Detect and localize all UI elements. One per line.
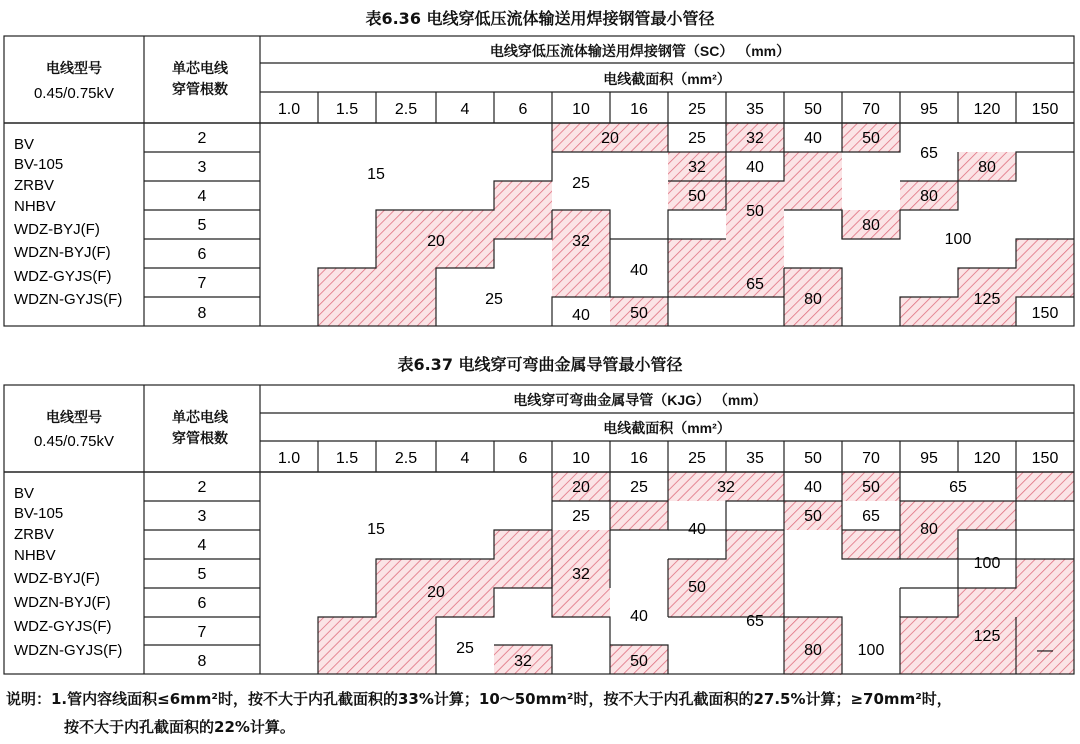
- svg-text:125: 125: [973, 291, 1001, 308]
- svg-text:95: 95: [920, 450, 938, 467]
- svg-text:25: 25: [688, 101, 706, 118]
- wire-type-header: 电线型号: [46, 60, 102, 76]
- svg-text:80: 80: [920, 188, 938, 205]
- wire-type-header: 电线型号: [46, 409, 102, 425]
- svg-text:50: 50: [688, 188, 706, 205]
- svg-text:50: 50: [862, 479, 880, 496]
- svg-text:WDZ-GYJS(F): WDZ-GYJS(F): [14, 618, 112, 635]
- svg-text:BV-105: BV-105: [14, 505, 64, 522]
- svg-text:16: 16: [630, 101, 648, 118]
- voltage-header: 0.45/0.75kV: [33, 85, 115, 102]
- svg-text:WDZN-BYJ(F): WDZN-BYJ(F): [14, 594, 111, 611]
- svg-text:8: 8: [197, 653, 207, 670]
- svg-text:5: 5: [197, 217, 207, 234]
- svg-text:WDZ-GYJS(F): WDZ-GYJS(F): [14, 268, 112, 285]
- svg-text:5: 5: [197, 566, 207, 583]
- svg-text:35: 35: [746, 450, 764, 467]
- pipe-header: 电线穿可弯曲金属导管（KJG） （mm）: [513, 392, 767, 408]
- svg-text:NHBV: NHBV: [14, 198, 56, 215]
- svg-text:80: 80: [804, 291, 822, 308]
- voltage-header: 0.45/0.75kV: [33, 433, 115, 450]
- svg-text:ZRBV: ZRBV: [14, 177, 55, 194]
- count-header: 单芯电线: [172, 60, 228, 76]
- svg-text:80: 80: [920, 521, 938, 538]
- svg-text:1.0: 1.0: [277, 101, 301, 118]
- table-6-37-caption: 表6.37 电线穿可弯曲金属导管最小管径: [397, 355, 683, 374]
- svg-text:ZRBV: ZRBV: [14, 526, 55, 543]
- svg-text:40: 40: [804, 130, 822, 147]
- svg-text:20: 20: [601, 130, 619, 147]
- svg-text:WDZ-BYJ(F): WDZ-BYJ(F): [14, 221, 100, 238]
- svg-text:150: 150: [1031, 450, 1059, 467]
- svg-text:20: 20: [427, 233, 445, 250]
- section-header: 电线截面积（mm²）: [603, 71, 731, 87]
- svg-text:70: 70: [862, 450, 880, 467]
- svg-text:65: 65: [746, 276, 764, 293]
- svg-text:125: 125: [973, 628, 1001, 645]
- svg-text:6: 6: [197, 246, 207, 263]
- svg-text:WDZN-GYJS(F): WDZN-GYJS(F): [14, 642, 123, 659]
- svg-text:50: 50: [630, 305, 648, 322]
- svg-text:50: 50: [630, 653, 648, 670]
- svg-text:70: 70: [862, 101, 880, 118]
- svg-text:32: 32: [572, 233, 590, 250]
- svg-text:50: 50: [804, 101, 822, 118]
- svg-text:32: 32: [514, 653, 532, 670]
- svg-text:40: 40: [688, 521, 706, 538]
- svg-text:2: 2: [197, 479, 207, 496]
- svg-text:15: 15: [367, 521, 385, 538]
- svg-text:40: 40: [630, 608, 648, 625]
- svg-text:65: 65: [949, 479, 967, 496]
- count-header: 单芯电线: [172, 409, 228, 425]
- svg-text:4: 4: [197, 537, 207, 554]
- svg-text:40: 40: [746, 159, 764, 176]
- svg-text:1.5: 1.5: [335, 101, 359, 118]
- svg-text:3: 3: [197, 508, 207, 525]
- svg-text:40: 40: [630, 262, 648, 279]
- svg-text:32: 32: [717, 479, 735, 496]
- svg-text:40: 40: [572, 307, 590, 324]
- svg-text:32: 32: [688, 159, 706, 176]
- svg-text:25: 25: [572, 508, 590, 525]
- svg-text:50: 50: [746, 203, 764, 220]
- pipe-size-labels-2-extra: [630, 608, 648, 670]
- svg-text:2.5: 2.5: [394, 450, 418, 467]
- count-header-2: 穿管根数: [172, 430, 228, 446]
- svg-text:1.5: 1.5: [335, 450, 359, 467]
- svg-text:6: 6: [518, 450, 528, 467]
- svg-text:50: 50: [862, 130, 880, 147]
- svg-text:20: 20: [427, 584, 445, 601]
- svg-text:10: 10: [572, 101, 590, 118]
- svg-text:7: 7: [197, 624, 207, 641]
- svg-text:WDZN-BYJ(F): WDZN-BYJ(F): [14, 244, 111, 261]
- footnote-line-1: 说明：1.管内容线面积≤6mm²时，按不大于内孔截面积的33%计算；10～50mm²时，按不大于内孔截面积的27.5%计算；≥70mm²时，: [6, 690, 952, 708]
- svg-text:6: 6: [197, 595, 207, 612]
- svg-text:50: 50: [688, 579, 706, 596]
- svg-text:20: 20: [572, 479, 590, 496]
- count-header-2: 穿管根数: [172, 81, 228, 97]
- svg-text:4: 4: [460, 101, 470, 118]
- svg-text:32: 32: [572, 566, 590, 583]
- svg-text:95: 95: [920, 101, 938, 118]
- svg-text:120: 120: [973, 450, 1001, 467]
- svg-text:65: 65: [746, 613, 764, 630]
- svg-text:BV: BV: [14, 136, 35, 153]
- svg-text:120: 120: [973, 101, 1001, 118]
- section-header: 电线截面积（mm²）: [603, 420, 731, 436]
- svg-text:80: 80: [804, 642, 822, 659]
- svg-text:7: 7: [197, 275, 207, 292]
- table-6-36-caption: 表6.36 电线穿低压流体输送用焊接钢管最小管径: [365, 9, 715, 28]
- svg-text:100: 100: [944, 231, 972, 248]
- svg-text:25: 25: [572, 175, 590, 192]
- svg-text:100: 100: [973, 555, 1001, 572]
- svg-text:6: 6: [518, 101, 528, 118]
- svg-text:100: 100: [857, 642, 885, 659]
- svg-text:1.0: 1.0: [277, 450, 301, 467]
- svg-text:150: 150: [1031, 305, 1059, 322]
- svg-text:4: 4: [197, 188, 207, 205]
- svg-text:50: 50: [804, 450, 822, 467]
- svg-text:NHBV: NHBV: [14, 547, 56, 564]
- svg-text:WDZN-GYJS(F): WDZN-GYJS(F): [14, 291, 123, 308]
- pipe-header: 电线穿低压流体输送用焊接钢管（SC） （mm）: [489, 43, 791, 59]
- svg-text:40: 40: [804, 479, 822, 496]
- svg-text:25: 25: [688, 450, 706, 467]
- svg-text:WDZ-BYJ(F): WDZ-BYJ(F): [14, 570, 100, 587]
- svg-text:4: 4: [460, 450, 470, 467]
- svg-text:50: 50: [804, 508, 822, 525]
- hatched-regions-2: [318, 472, 1074, 675]
- svg-text:25: 25: [630, 479, 648, 496]
- svg-text:80: 80: [978, 159, 996, 176]
- header-text-2: [46, 392, 767, 446]
- svg-text:80: 80: [862, 217, 880, 234]
- svg-text:BV-105: BV-105: [14, 156, 64, 173]
- svg-text:2: 2: [197, 130, 207, 147]
- svg-text:150: 150: [1031, 101, 1059, 118]
- svg-text:3: 3: [197, 159, 207, 176]
- svg-text:15: 15: [367, 166, 385, 183]
- svg-text:25: 25: [485, 291, 503, 308]
- svg-text:65: 65: [920, 145, 938, 162]
- svg-text:10: 10: [572, 450, 590, 467]
- svg-text:2.5: 2.5: [394, 101, 418, 118]
- svg-text:25: 25: [688, 130, 706, 147]
- svg-text:8: 8: [197, 305, 207, 322]
- svg-text:16: 16: [630, 450, 648, 467]
- svg-text:—: —: [1037, 642, 1053, 659]
- svg-text:25: 25: [456, 640, 474, 657]
- count-values-2: [198, 479, 207, 670]
- wire-type-list-2: [14, 485, 122, 659]
- svg-text:32: 32: [746, 130, 764, 147]
- footnote-line-2: 按不大于内孔截面积的22%计算。: [64, 718, 295, 736]
- svg-text:BV: BV: [14, 485, 35, 502]
- svg-text:35: 35: [746, 101, 764, 118]
- svg-text:65: 65: [862, 508, 880, 525]
